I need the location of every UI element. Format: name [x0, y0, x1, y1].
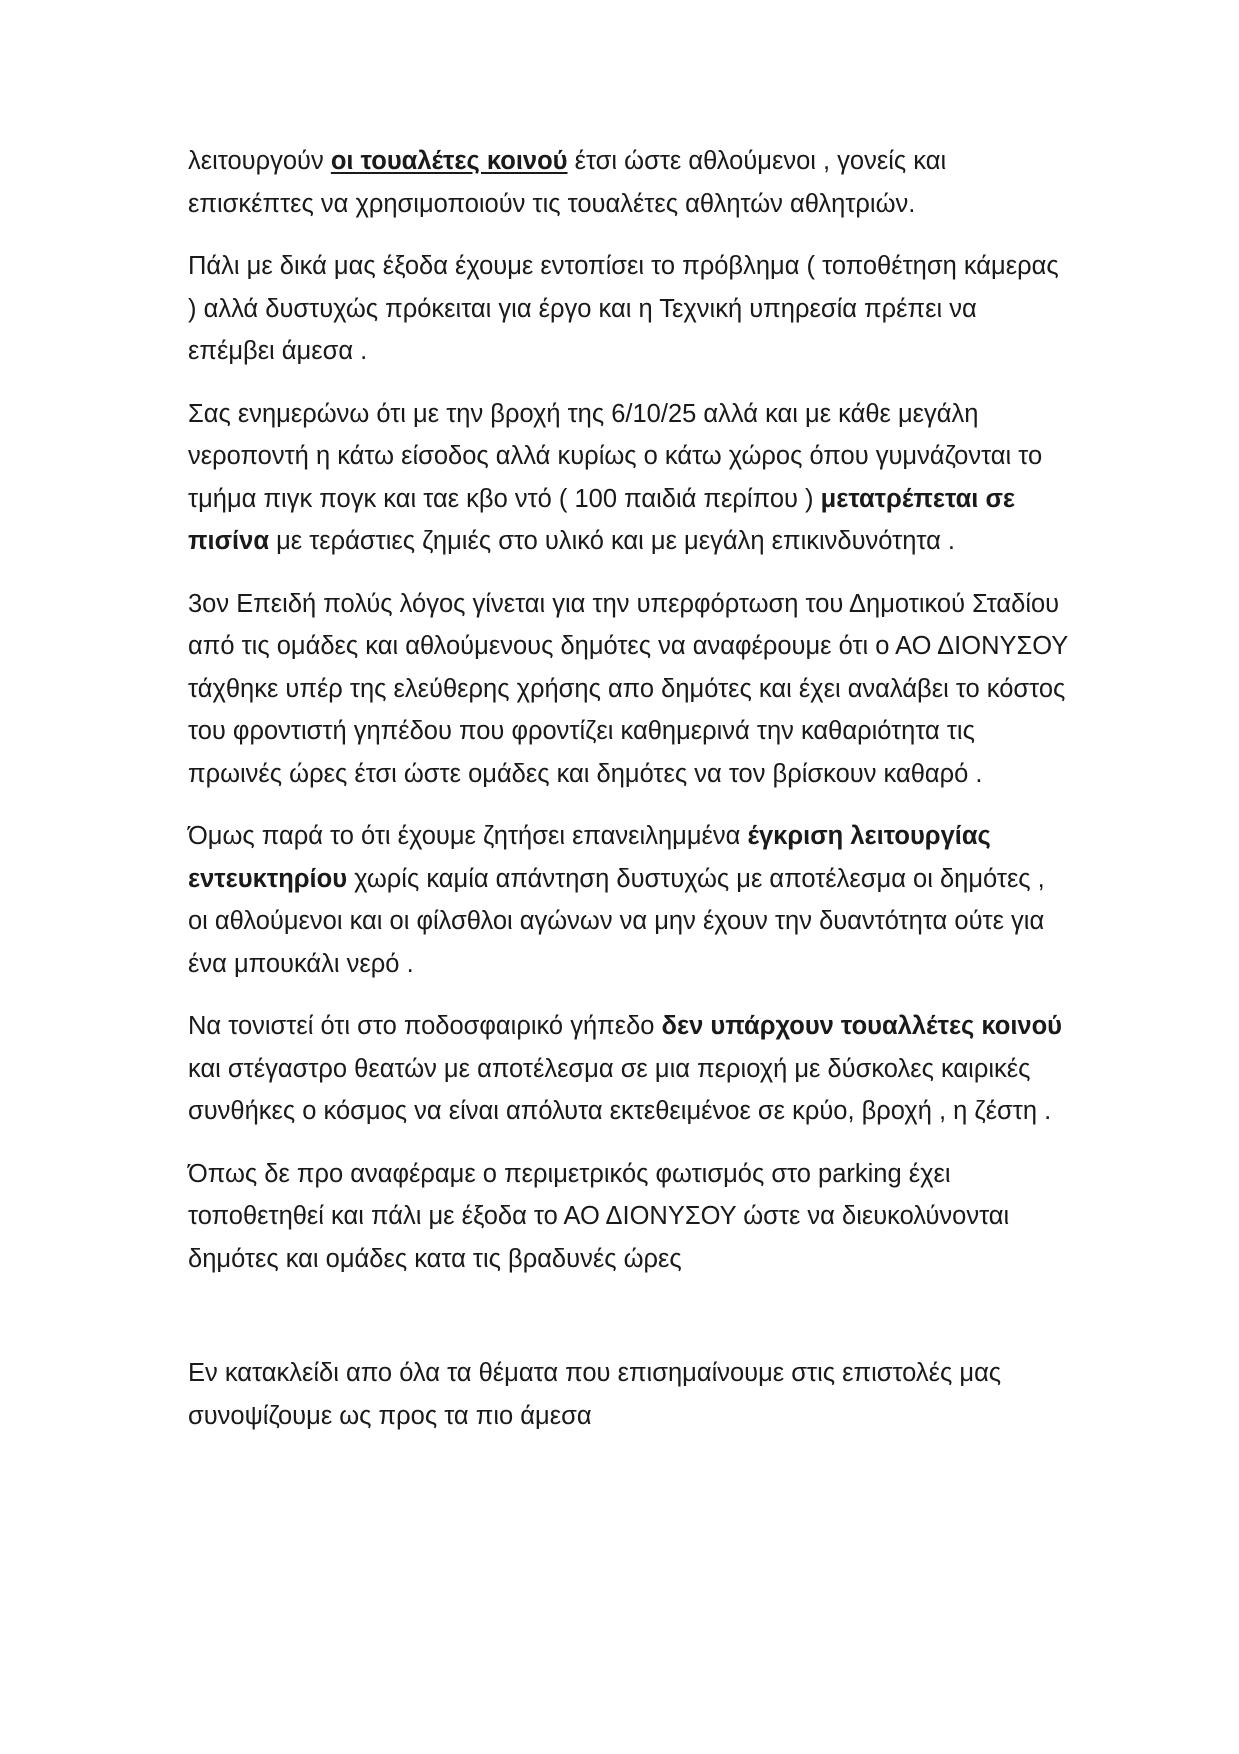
text-run-bold-underlined: οι τουαλέτες κοινού — [330, 147, 568, 175]
text-run: 3ον Επειδή πολύς λόγος γίνεται για την υπερφόρτωση του Δημοτικού Σταδίου από τις ομάδες και αθλούμενους δημότες να αναφέρουμε ότι ο ΑΟ ΔΙΟΝΥΣΟΥ τάχθηκε υπέρ της ελεύθερης χρήσης απο δημότες και έχει αναλάβει το κόστος του φροντιστή γηπέδου που φροντίζει καθημερινά την καθαριότητα τις πρωινές ώρες έτσι ώστε ομάδες και δημότες να τον βρίσκουν καθαρό . — [188, 589, 1068, 788]
text-run: Εν κατακλείδι απο όλα τα θέματα που επισημαίνουμε στις επιστολές μας συνοψίζουμε ως προς τα πιο άμεσα — [188, 1359, 1002, 1430]
text-run: χωρίς καμία απάντηση δυστυχώς με αποτέλεσμα οι δημότες , οι αθλούμενοι και οι φίλσθλοι αγώνων να μην έχουν την δυαντότητα ούτε για ένα μπουκάλι νερό . — [188, 864, 1045, 978]
text-run: λειτουργούν — [188, 147, 331, 175]
paragraph-football-field — [188, 1005, 1068, 1133]
paragraph-parking-lighting — [188, 1153, 1068, 1281]
text-run-bold: δεν υπάρχουν τουαλλέτες κοινού — [661, 1012, 1063, 1040]
paragraph-toilets-public — [188, 140, 1068, 225]
paragraph-canteen-approval — [188, 815, 1068, 985]
text-run: Όπως δε προ αναφέραμε ο περιμετρικός φωτισμός στο parking έχει τοποθετηθεί και πάλι με έξοδα το ΑΟ ΔΙΟΝΥΣΟΥ ώστε να διευκολύνονται δημότες και ομάδες κατα τις βραδυνές ώρες — [188, 1159, 1010, 1273]
text-run: Πάλι με δικά μας έξοδα έχουμε εντοπίσει το πρόβλημα ( τοποθέτηση κάμερας ) αλλά δυστυχώς πρόκειται για έργο και η Τεχνική υπηρεσία πρέπει να επέμβει άμεσα . — [188, 252, 1059, 365]
paragraph-stadium-overload — [188, 583, 1068, 796]
text-run: Όμως παρά το ότι έχουμε ζητήσει επανειλημμένα — [188, 822, 748, 850]
text-run: Σας ενημερώνω ότι με την βροχή της 6/10/25 αλλά και με κάθε μεγάλη νεροποντή η κάτω είσοδος αλλά κυρίως ο κάτω χώρος όπου γυμνάζονται το τμήμα πιγκ πογκ και ταε κβο ντό ( 100 παιδιά περίπου ) — [188, 399, 1043, 513]
text-run: Να τονιστεί ότι στο ποδοσφαιρικό γήπεδο — [188, 1012, 662, 1040]
paragraph-camera-problem — [188, 245, 1068, 373]
text-run-bold: έγκριση λειτουργίας εντευκτηρίου — [188, 822, 991, 893]
paragraph-rain-flooding — [188, 393, 1068, 563]
text-run: έτσι ώστε αθλούμενοι , γονείς και επισκέπτες να χρησιμοποιούν τις τουαλέτες αθλητών αθλητριών. — [188, 147, 947, 218]
paragraph-conclusion — [188, 1352, 1068, 1437]
text-run-bold: μετατρέπεται σε πισίνα — [188, 484, 1016, 555]
text-run: και στέγαστρο θεατών με αποτέλεσμα σε μια περιοχή με δύσκολες καιρικές συνθήκες ο κόσμος να είναι απόλυτα εκτεθειμένοε σε κρύο, βροχή , η ζέστη . — [188, 1054, 1052, 1125]
text-run: με τεράστιες ζημιές στο υλικό και με μεγάλη επικινδυνότητα . — [269, 527, 956, 555]
document-body — [188, 140, 1068, 1457]
